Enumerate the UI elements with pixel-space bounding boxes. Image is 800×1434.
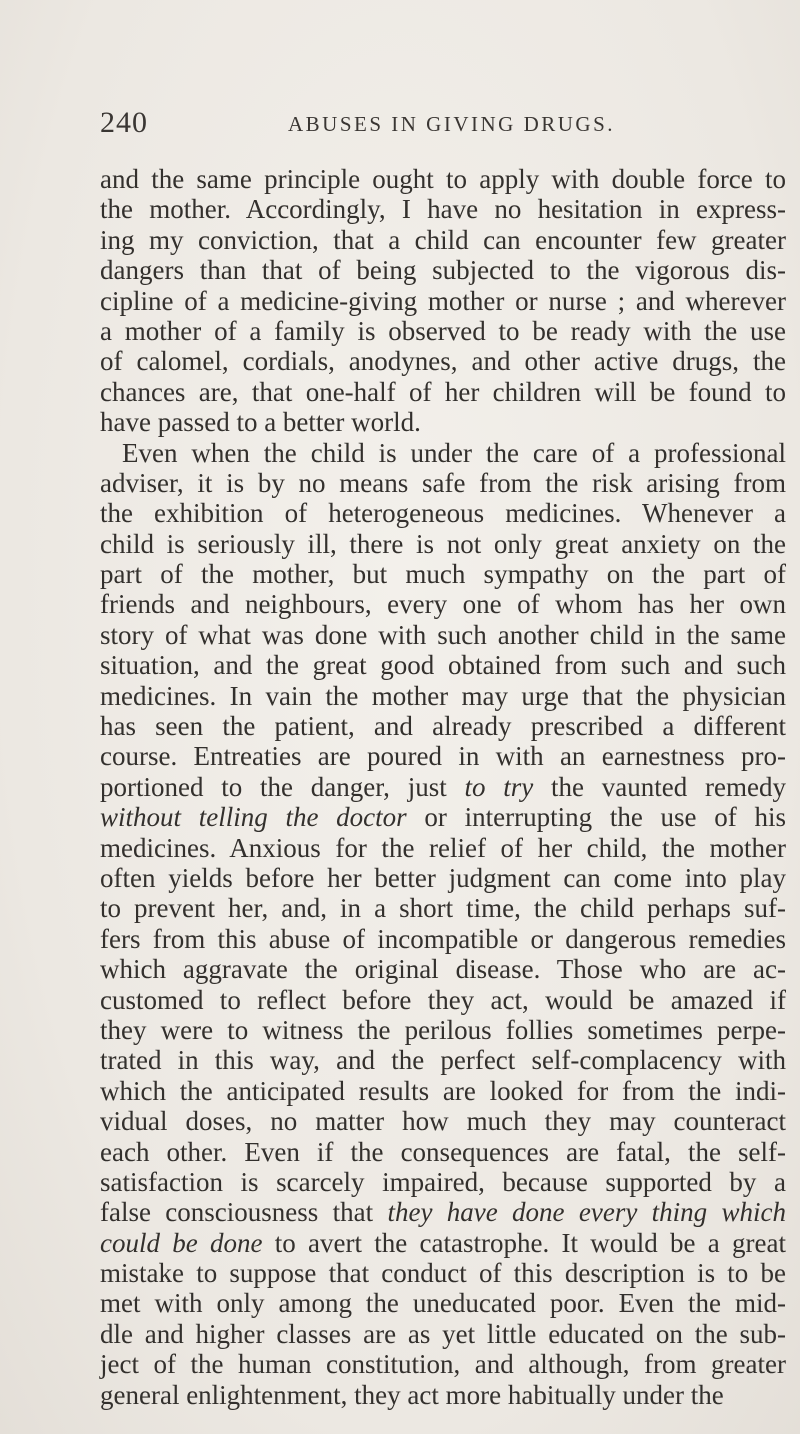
text-line: chances are, that one-half of her children will be found to [100,376,786,407]
text-line: general enlightenment, they act more habitually under the [100,1379,724,1410]
italic-text: could be done [100,1227,263,1258]
text-line: medicines. In vain the mother may urge that the physician [100,680,786,711]
text-line: ject of the human constitution, and although, from greater [100,1349,786,1380]
text-line: which aggravate the original disease. Those who are ac- [100,954,786,985]
running-head [100,106,700,142]
italic-text: to try [464,771,534,802]
text-line: dangers than that of being subjected to the vigorous dis- [100,255,786,286]
text-line: friends and neighbours, every one of whom has her own [100,589,786,620]
text-line: they were to witness the perilous follies sometimes perpe- [100,1014,786,1045]
text-line: story of what was done with such another child in the same [100,619,786,650]
text-line: has seen the patient, and already prescribed a different [100,711,786,742]
text-line: the mother. Accordingly, I have no hesitation in express- [100,194,786,225]
italic-text: they have done every thing which [387,1197,786,1228]
text-line: part of the mother, but much sympathy on the part of [100,559,786,590]
text-line: child is seriously ill, there is not only great anxiety on the [100,528,786,559]
text-line [100,772,786,802]
text-line: and the same principle ought to apply with double force to [100,164,786,194]
text-line: vidual doses, no matter how much they may counteract [100,1106,786,1137]
text-line: have passed to a better world. [100,407,421,438]
text-line: customed to reflect before they act, would be amazed if [100,984,786,1015]
text-line: cipline of a medicine-giving mother or nurse ; and wherever [100,285,786,316]
text-line: satisfaction is scarcely impaired, because supported by a [100,1166,786,1197]
text-line: ing my conviction, that a child can encounter few greater [100,224,786,255]
text-line: met with only among the uneducated poor. Even the mid- [100,1288,786,1319]
text-line: adviser, it is by no means safe from the risk arising from [100,467,786,498]
italic-text: without telling the doctor [100,802,407,833]
text-line: mistake to suppose that conduct of this description is to be [100,1258,786,1289]
text-line: a mother of a family is observed to be ready with the use [100,315,786,346]
text-line: fers from this abuse of incompatible or dangerous remedies [100,923,786,954]
text-line: medicines. Anxious for the relief of her child, the mother [100,832,786,863]
text-line: situation, and the great good obtained from such and such [100,650,786,681]
text-line: which the anticipated results are looked for from the indi- [100,1075,786,1106]
text-line: course. Entreaties are poured in with an earnestness pro- [100,741,786,772]
text-line: often yields before her better judgment can come into play [100,862,786,893]
text-line: each other. Even if the consequences are fatal, the self- [100,1136,786,1167]
text-segment: portioned to the danger, just [100,771,447,802]
text-line: of calomel, cordials, anodynes, and other active drugs, the [100,346,786,377]
text-segment: to avert the catastrophe. It would be a great [274,1227,787,1258]
text-line: trated in this way, and the perfect self-complacency with [100,1045,786,1076]
text-line: dle and higher classes are as yet little educated on the sub- [100,1318,786,1349]
text-line [100,802,786,832]
text-line [100,1197,786,1227]
text-segment: false consciousness that [100,1197,374,1228]
running-title: ABUSES IN GIVING DRUGS. [288,112,616,136]
text-segment: or interrupting the use of his [424,802,786,833]
text-segment: the vaunted remedy [551,771,787,802]
page-number: 240 [100,106,148,139]
text-line: the exhibition of heterogeneous medicines. Whenever a [100,498,786,529]
text-line: Even when the child is under the care of a professional [122,437,786,468]
body-text [100,164,786,1410]
text-line: to prevent her, and, in a short time, the child perhaps suf- [100,893,786,924]
text-line [100,1228,786,1258]
